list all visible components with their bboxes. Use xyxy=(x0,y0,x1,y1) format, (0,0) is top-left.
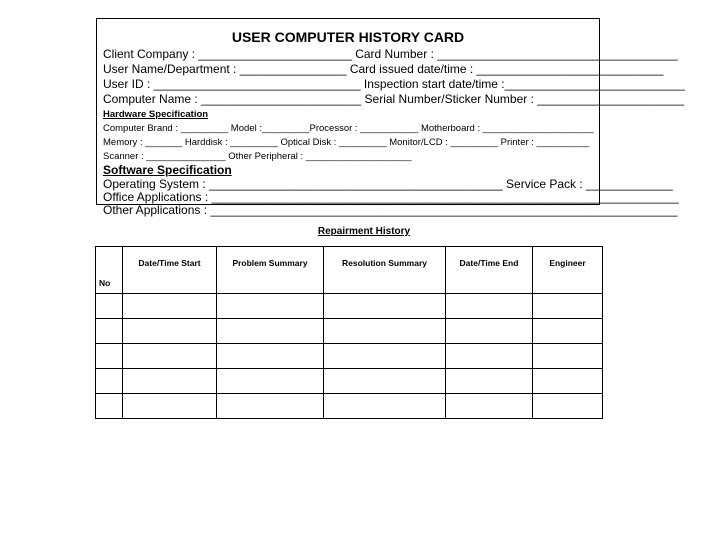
cell-resolution-summary xyxy=(324,369,446,394)
computer-name-line: Computer Name : ________________________ Serial Number/Sticker Number : ______________________ xyxy=(103,92,685,106)
hardware-line-scanner: Scanner : _______________ Other Peripheral : ____________________ xyxy=(103,151,412,162)
cell-resolution-summary xyxy=(324,394,446,419)
cell-date-time-end xyxy=(446,294,533,319)
header-problem-summary: Problem Summary xyxy=(217,247,324,294)
repair-history-title: Repairment History xyxy=(317,226,411,237)
cell-engineer xyxy=(533,394,603,419)
hardware-heading: Hardware Specification xyxy=(103,109,209,120)
table-row xyxy=(96,369,603,394)
cell-engineer xyxy=(533,319,603,344)
header-no: No xyxy=(96,247,123,294)
user-id-line: User ID : _______________________________ Inspection start date/time :___________________________ xyxy=(103,77,685,91)
cell-problem-summary xyxy=(217,319,324,344)
cell-date-time-start xyxy=(123,344,217,369)
cell-resolution-summary xyxy=(324,319,446,344)
cell-engineer xyxy=(533,369,603,394)
history-card xyxy=(96,18,685,217)
cell-problem-summary xyxy=(217,394,324,419)
cell-engineer xyxy=(533,344,603,369)
client-company-line: Client Company : _______________________ Card Number : ____________________________________ xyxy=(103,47,678,61)
header-date-time-end: Date/Time End xyxy=(446,247,533,294)
cell-resolution-summary xyxy=(324,294,446,319)
table-row xyxy=(96,294,603,319)
cell-engineer xyxy=(533,294,603,319)
cell-no xyxy=(96,394,123,419)
header-resolution-summary: Resolution Summary xyxy=(324,247,446,294)
table-row xyxy=(96,344,603,369)
cell-date-time-end xyxy=(446,369,533,394)
card-title: USER COMPUTER HISTORY CARD xyxy=(231,29,465,45)
table-row xyxy=(96,394,603,419)
cell-date-time-start xyxy=(123,319,217,344)
software-line-os: Operating System : ____________________________________________ Service Pack : _____________ xyxy=(103,177,673,191)
cell-no xyxy=(96,294,123,319)
header-engineer: Engineer xyxy=(533,247,603,294)
cell-date-time-start xyxy=(123,294,217,319)
cell-problem-summary xyxy=(217,294,324,319)
cell-date-time-end xyxy=(446,394,533,419)
cell-resolution-summary xyxy=(324,344,446,369)
cell-problem-summary xyxy=(217,344,324,369)
cell-problem-summary xyxy=(217,369,324,394)
cell-no xyxy=(96,344,123,369)
cell-no xyxy=(96,369,123,394)
table-header-row xyxy=(96,247,603,294)
cell-date-time-end xyxy=(446,344,533,369)
software-line-office: Office Applications : ______________________________________________________________________ xyxy=(103,190,679,204)
software-line-other: Other Applications : ______________________________________________________________________ xyxy=(103,203,678,217)
cell-date-time-start xyxy=(123,369,217,394)
hardware-line-brand: Computer Brand : _________ Model :_________Processor : ___________ Motherboard : _____________________ xyxy=(103,123,594,134)
cell-date-time-end xyxy=(446,319,533,344)
software-heading: Software Specification xyxy=(103,163,232,177)
user-name-line: User Name/Department : ________________ Card issued date/time : ____________________________ xyxy=(103,62,664,76)
repair-history-table xyxy=(95,246,603,419)
header-date-time-start: Date/Time Start xyxy=(123,247,217,294)
cell-date-time-start xyxy=(123,394,217,419)
table-row xyxy=(96,319,603,344)
cell-no xyxy=(96,319,123,344)
hardware-line-memory: Memory : _______ Harddisk : _________ Optical Disk : _________ Monitor/LCD : _________ Printer : __________ xyxy=(103,137,590,148)
